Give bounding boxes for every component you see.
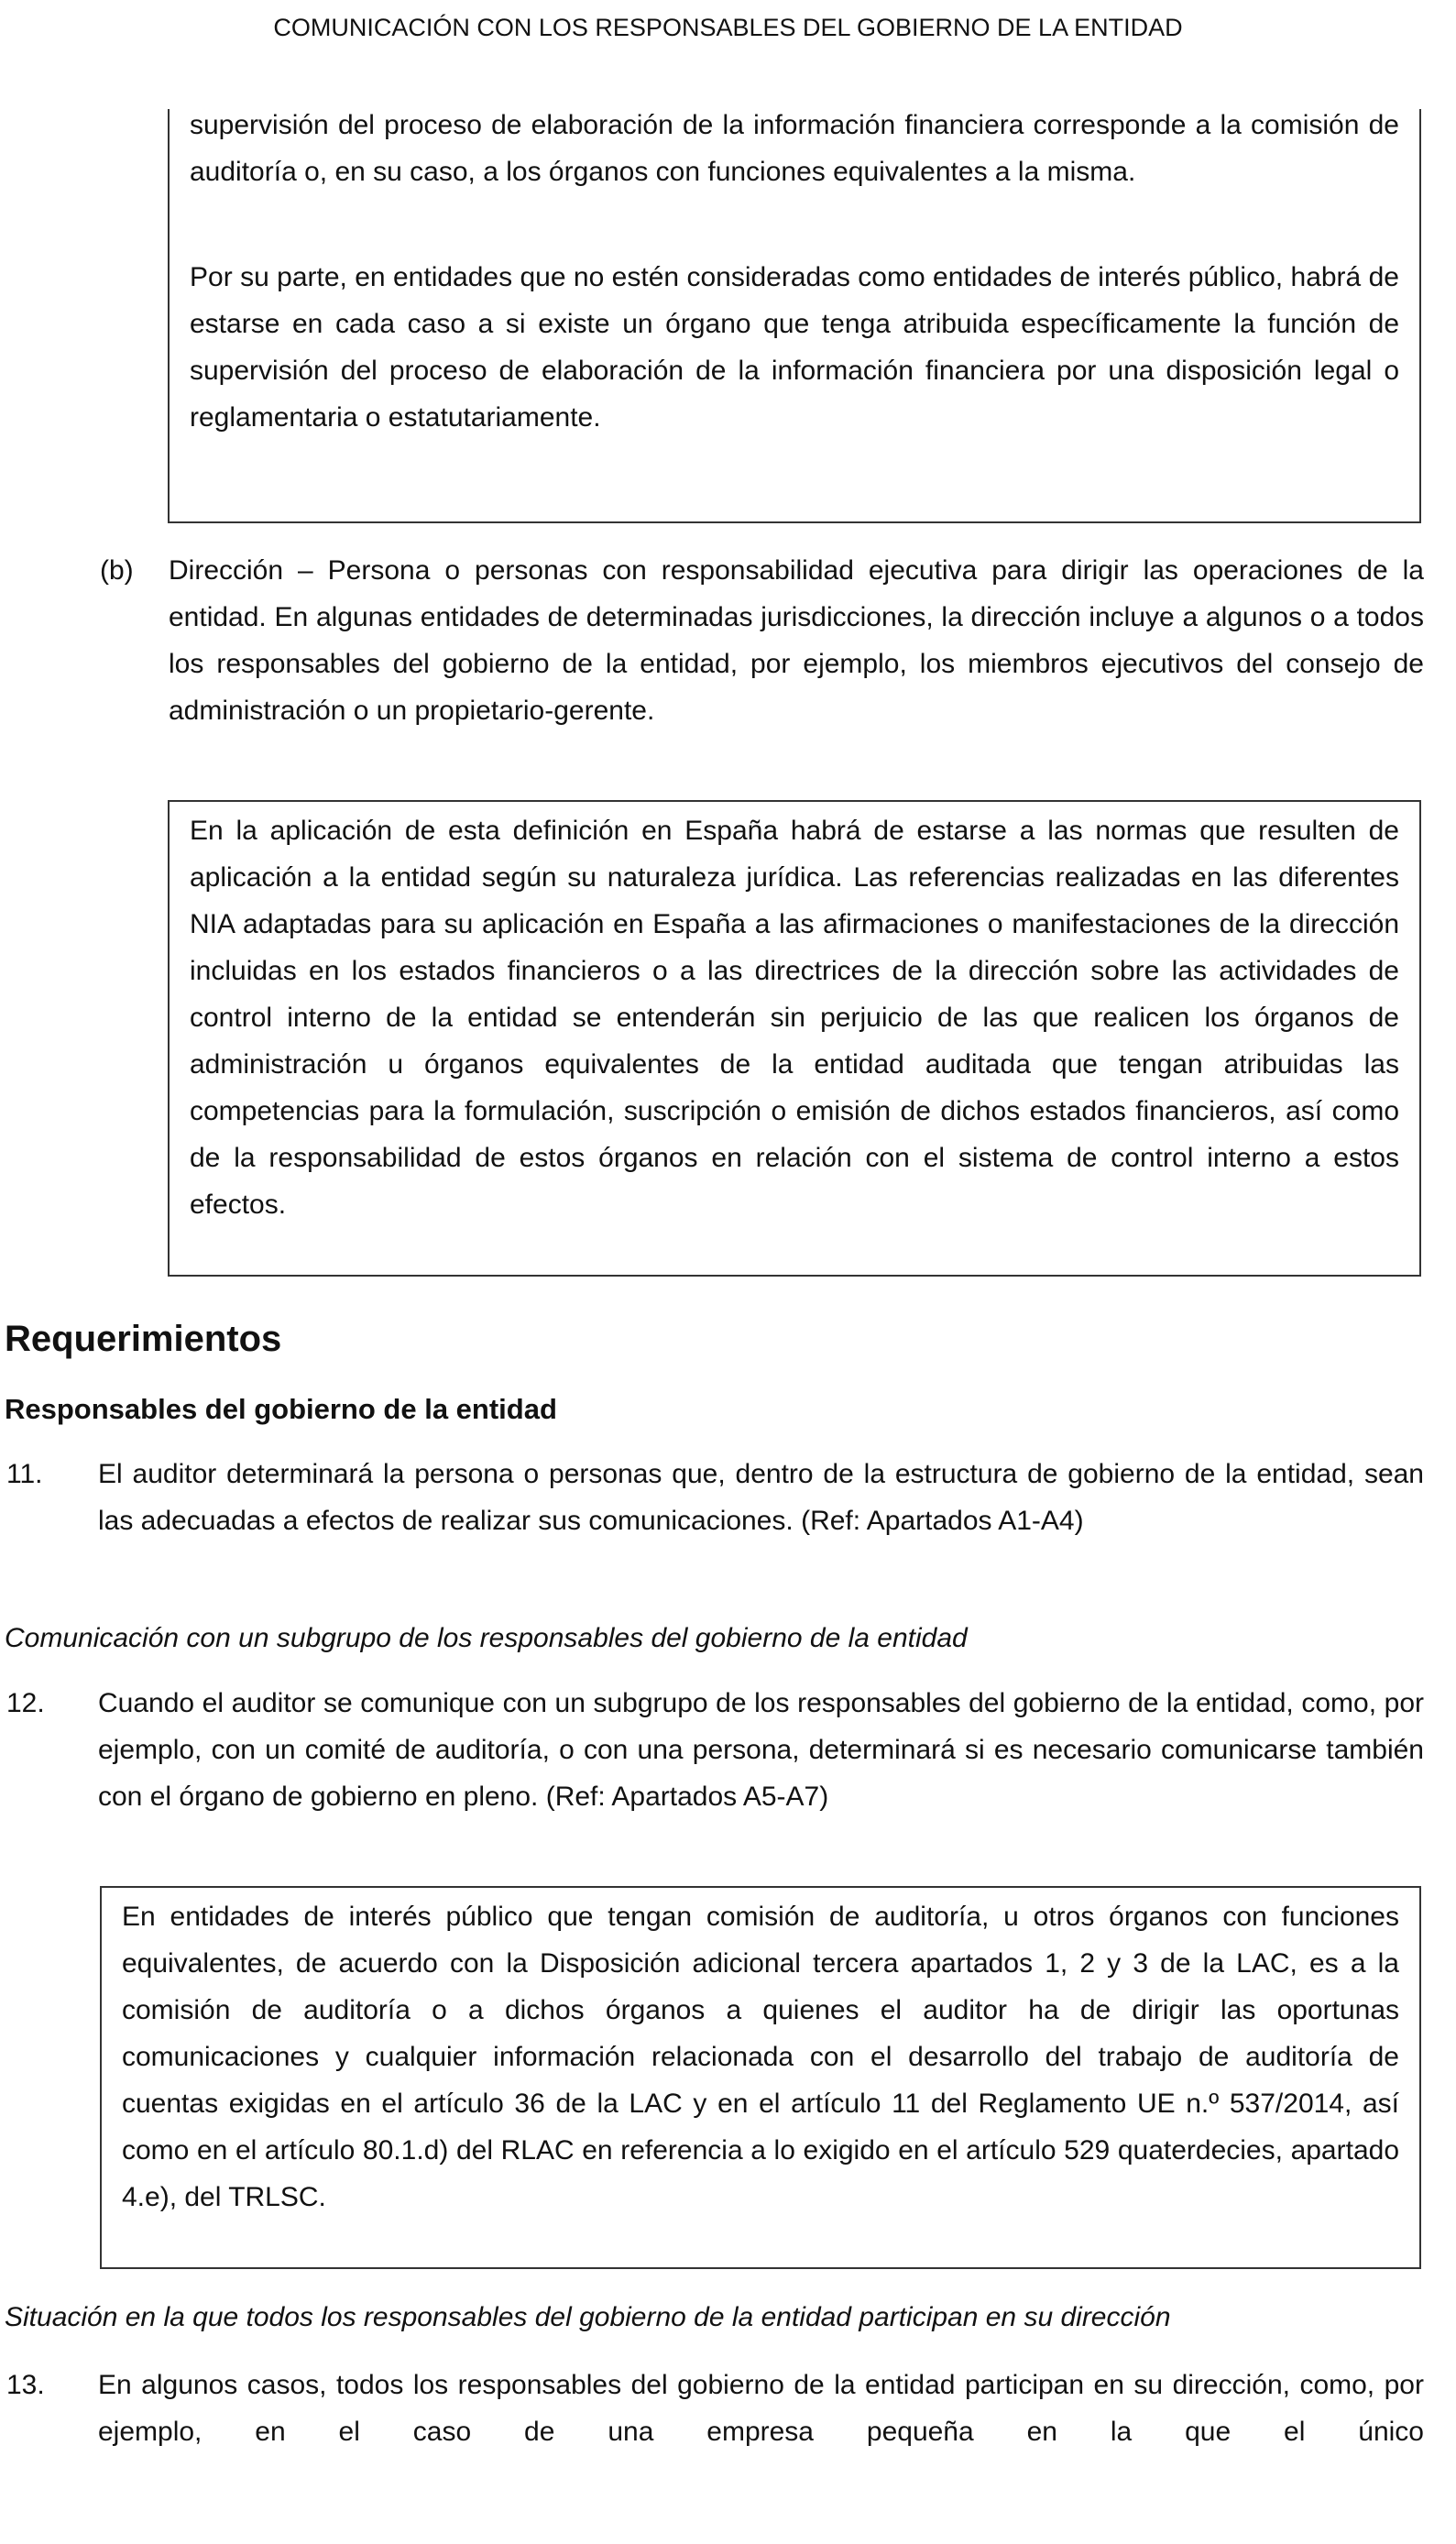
italic-subheading: Comunicación con un subgrupo de los responsables del gobierno de la entidad [5,1623,968,1653]
paragraph-text: En algunos casos, todos los responsables del gobierno de la entidad participan en su dirección, como, por ejemplo, en el caso de una empresa pequeña en la que el único [98,2370,1424,2447]
italic-subheading: Situación en la que todos los responsables del gobierno de la entidad participan en su dirección [5,2302,1171,2332]
note-paragraph: En entidades de interés público que tengan comisión de auditoría, u otros órganos con funciones equivalentes, de acuerdo con la Disposición adicional tercera apartados 1, 2 y 3 de la LAC, es a la comisión de auditoría o a dichos órganos a quienes el auditor ha de dirigir las oportunas comunicaciones y cualquier información relacionada con el desarrollo del trabajo de auditoría de cuentas exigidas en el artículo 36 de la LAC y en el artículo 11 del Reglamento UE n.º 537/2014, así como en el artículo 80.1.d) del RLAC en referencia a lo exigido en el artículo 529 quaterdecies, apartado 4.e), del TRLSC. [122,1902,1399,2212]
note-paragraph: supervisión del proceso de elaboración de la información financiera corresponde a la comisión de auditoría o, en su caso, a los órganos con funciones equivalentes a la misma. [190,110,1399,187]
running-header: COMUNICACIÓN CON LOS RESPONSABLES DEL GOBIERNO DE LA ENTIDAD [273,14,1183,41]
subheading: Responsables del gobierno de la entidad [5,1393,557,1425]
paragraph-text: El auditor determinará la persona o personas que, dentro de la estructura de gobierno de la entidad, sean las adecuadas a efectos de realizar sus comunicaciones. (Ref: Apartados A1-A4) [98,1459,1424,1536]
section-heading: Requerimientos [5,1319,282,1359]
paragraph-number: 13. [6,2370,45,2400]
item-text: Dirección – Persona o personas con responsabilidad ejecutiva para dirigir las operaciones de la entidad. En algunas entidades de determinadas jurisdicciones, la dirección incluye a algunos o a todos los responsables del gobierno de la entidad, por ejemplo, los miembros ejecutivos del consejo de administración o un propietario-gerente. [169,555,1424,726]
note-box-continued [168,109,1421,523]
note-paragraph: Por su parte, en entidades que no estén consideradas como entidades de interés público, habrá de estarse en cada caso a si existe un órgano que tenga atribuida específicamente la función de supervisión del proceso de elaboración de la información financiera por una disposición legal o reglamentaria o estatutariamente. [190,262,1399,433]
note-box [100,1886,1421,2269]
paragraph-number: 11. [6,1459,43,1489]
item-label: (b) [100,555,134,586]
note-paragraph: En la aplicación de esta definición en España habrá de estarse a las normas que resulten de aplicación a la entidad según su naturaleza jurídica. Las referencias realizadas en las diferentes NIA adaptadas para su aplicación en España a las afirmaciones o manifestaciones de la dirección incluidas en los estados financieros o a las directrices de la dirección sobre las actividades de control interno de la entidad se entenderán sin perjuicio de las que realicen los órganos de administración u órganos equivalentes de la entidad auditada que tengan atribuidas las competencias para la formulación, suscripción o emisión de dichos estados financieros, así como de la responsabilidad de estos órganos en relación con el sistema de control interno a estos efectos. [190,816,1399,1220]
paragraph-text: Cuando el auditor se comunique con un subgrupo de los responsables del gobierno de la entidad, como, por ejemplo, con un comité de auditoría, o con una persona, determinará si es necesario comunicarse también con el órgano de gobierno en pleno. (Ref: Apartados A5-A7) [98,1688,1424,1812]
note-box [168,800,1421,1277]
paragraph-number: 12. [6,1688,45,1718]
